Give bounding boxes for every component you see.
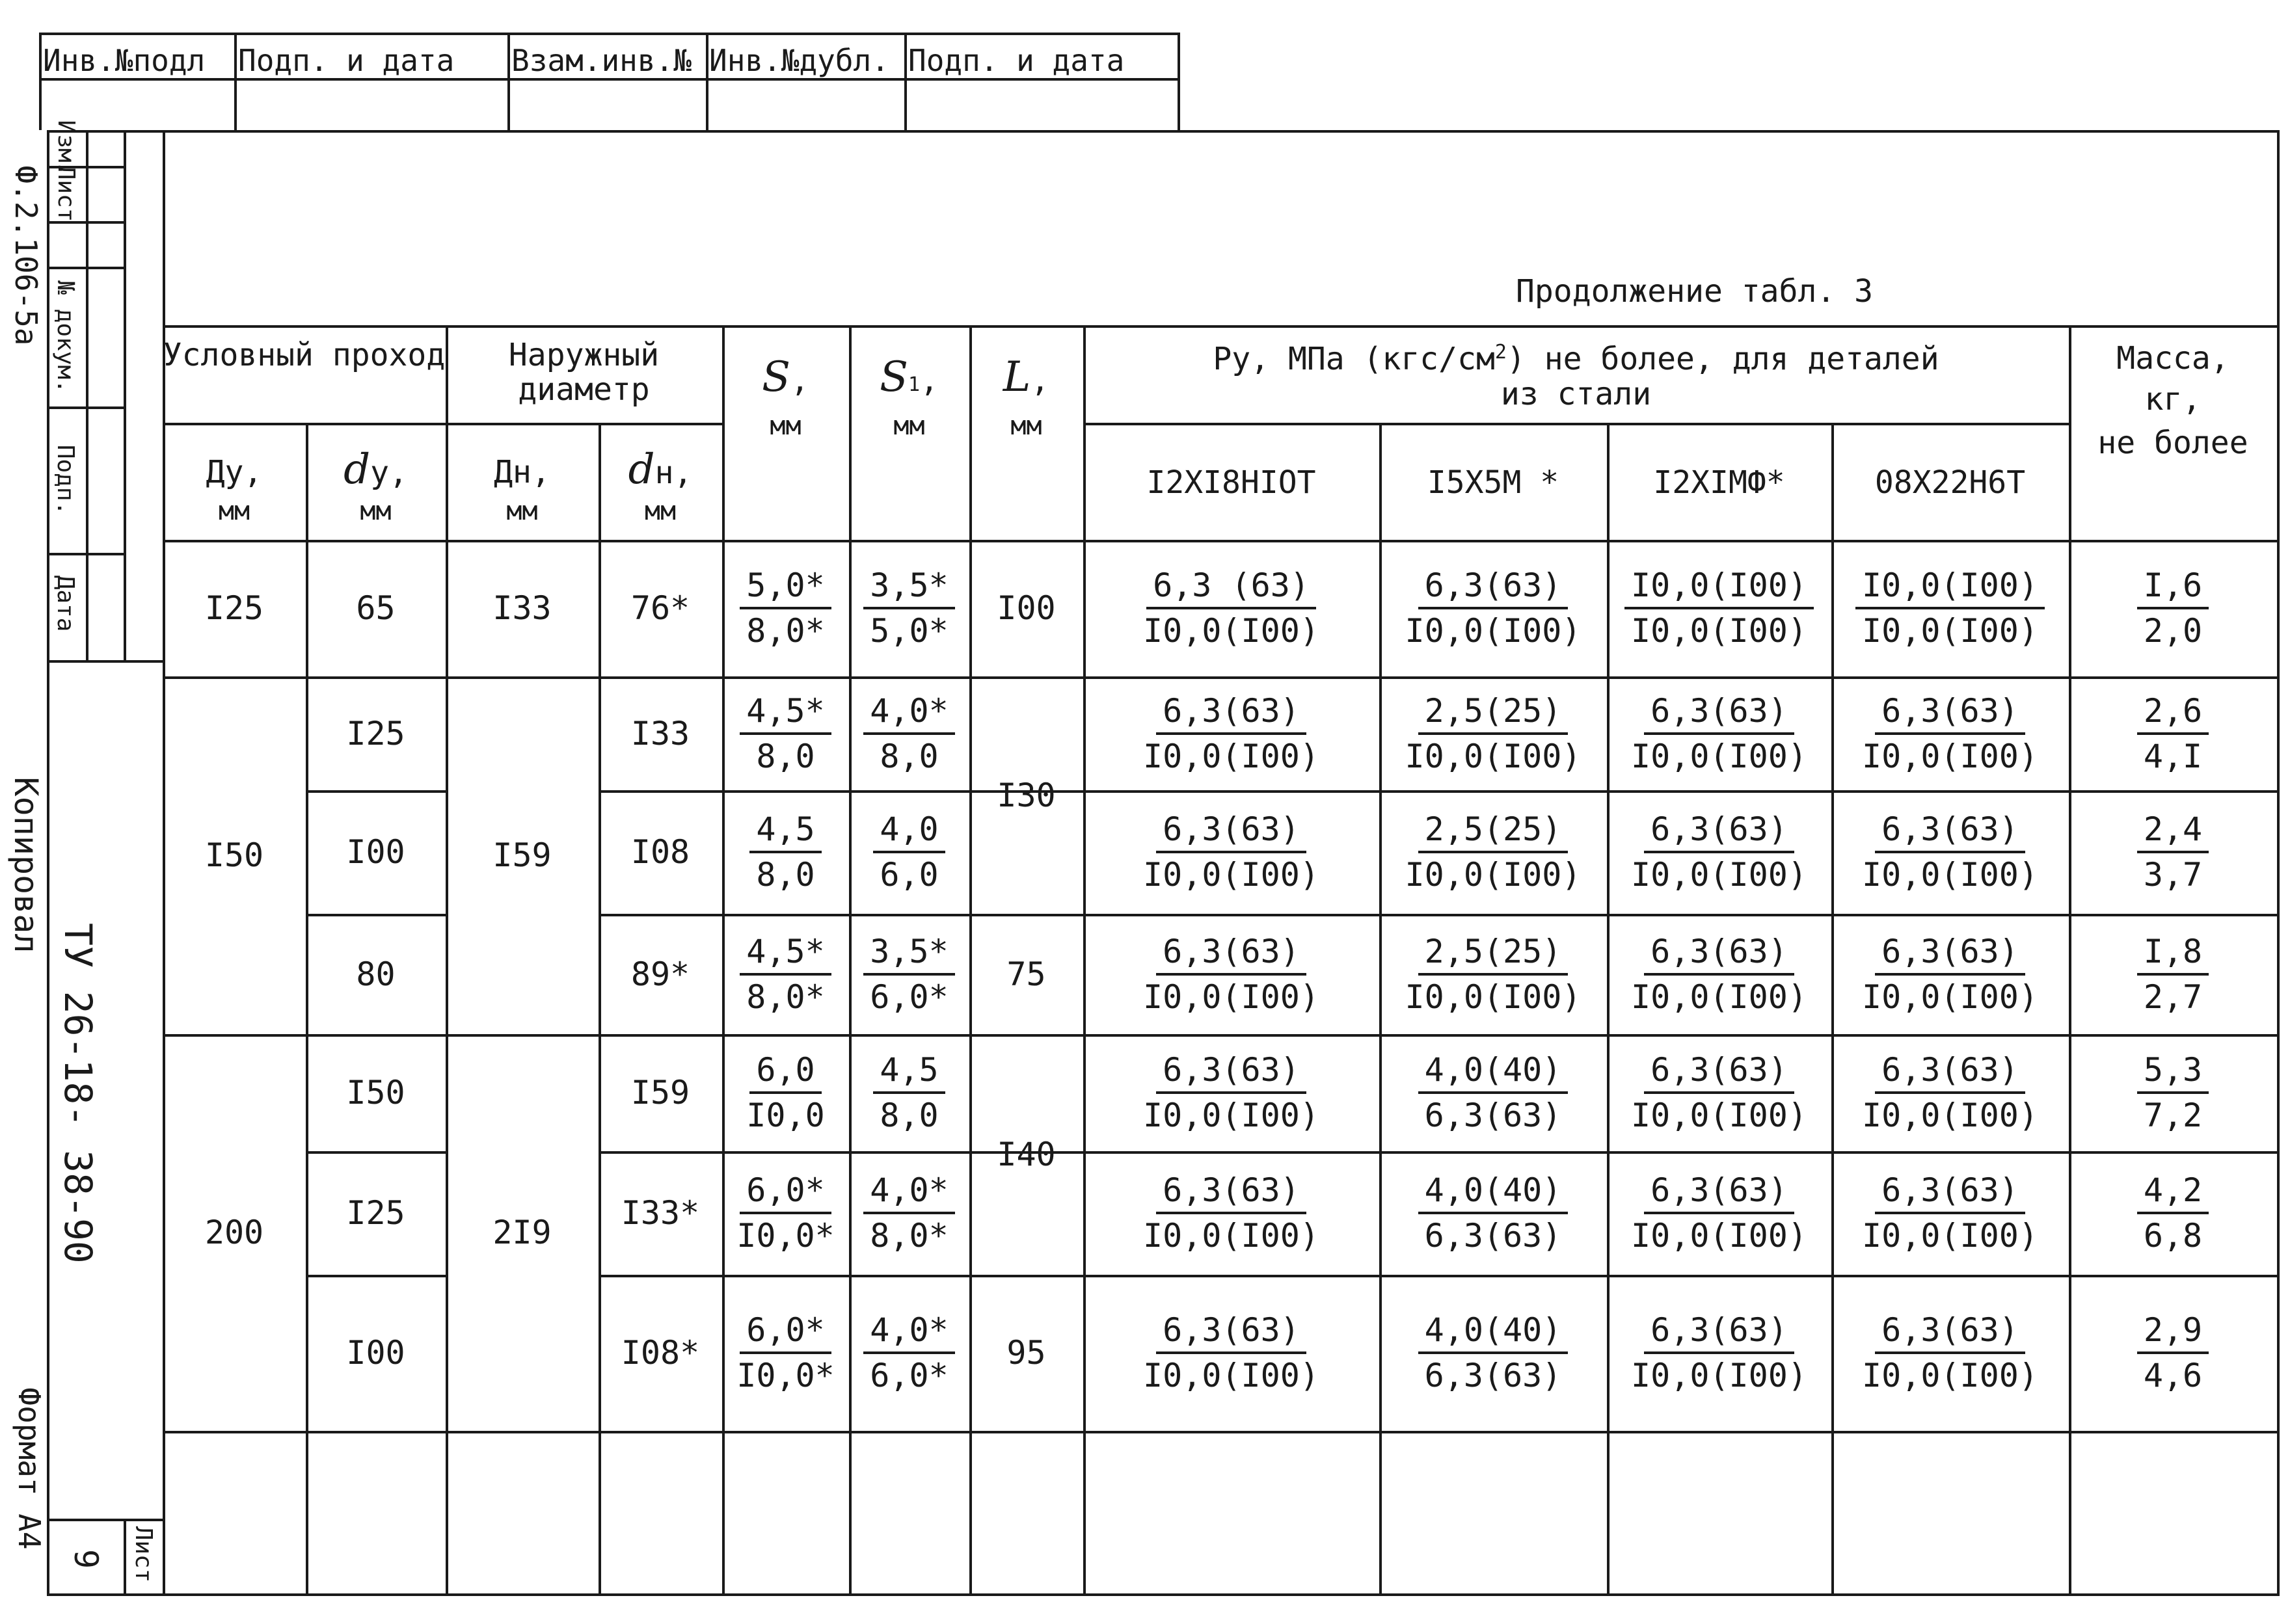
pressure-value-denominator: I0,0(I00) bbox=[1862, 612, 2038, 650]
pressure-value bbox=[1607, 566, 1831, 650]
header-s1 bbox=[849, 353, 969, 401]
header-du-unit: мм bbox=[218, 496, 250, 526]
mass-value-numerator: 2,9 bbox=[2137, 1314, 2209, 1354]
l-symbol: L bbox=[1003, 353, 1031, 401]
s-value-denominator: 8,0 bbox=[756, 856, 815, 894]
pressure-value-numerator: 6,3(63) bbox=[1156, 1054, 1306, 1094]
dy-subscript: у, bbox=[370, 455, 408, 491]
header-l bbox=[969, 353, 1083, 401]
header-s-unit: мм bbox=[770, 411, 801, 441]
pressure-value-numerator: 6,3(63) bbox=[1644, 935, 1794, 976]
pressure-value bbox=[1379, 566, 1607, 650]
dy-cell: I25 bbox=[346, 714, 405, 752]
pressure-value-numerator: 6,3(63) bbox=[1875, 1054, 2025, 1094]
pressure-value-numerator: 6,3(63) bbox=[1156, 935, 1306, 976]
pressure-value-numerator: 6,3(63) bbox=[1875, 935, 2025, 976]
mass-value bbox=[2069, 932, 2277, 1016]
dn2-cell: 89* bbox=[630, 955, 690, 993]
pressure-value bbox=[1831, 932, 2069, 1016]
rev-date-label: Дата bbox=[52, 575, 79, 632]
pressure-value-numerator: I0,0(I00) bbox=[1624, 569, 1814, 609]
header-outer-diameter: Наружный диаметр bbox=[508, 337, 660, 408]
du-cell: I50 bbox=[204, 836, 264, 874]
s-symbol: S bbox=[762, 353, 790, 401]
pressure-value-numerator: 6,3(63) bbox=[1644, 813, 1794, 853]
mass-value-denominator: 4,I bbox=[2143, 737, 2203, 775]
s1-value-denominator: 6,0* bbox=[870, 1357, 949, 1394]
pressure-value-numerator: 6,3(63) bbox=[1875, 1174, 2025, 1214]
stamp-sign-date-2: Подп. и дата bbox=[908, 43, 1125, 78]
mass-value bbox=[2069, 810, 2277, 894]
stamp-inv-original: Инв.№подл bbox=[43, 43, 206, 78]
steel-col-4: 08X22H6T bbox=[1874, 464, 2026, 501]
mass-value bbox=[2069, 1171, 2277, 1255]
header-l-unit: мм bbox=[1010, 411, 1042, 441]
rev-change-label: Изм. bbox=[53, 120, 79, 177]
l-cell: 95 bbox=[1006, 1334, 1046, 1372]
rev-sign-label: Подп. bbox=[52, 444, 79, 516]
header-dn: Дн, bbox=[494, 454, 550, 490]
pressure-value-denominator: I0,0(I00) bbox=[1862, 737, 2038, 775]
mass-value-numerator: I,8 bbox=[2137, 935, 2209, 976]
s1-value-denominator: 6,0* bbox=[870, 978, 949, 1016]
s-value bbox=[722, 1171, 849, 1255]
pressure-value-denominator: I0,0(I00) bbox=[1143, 856, 1319, 894]
pressure-value bbox=[1831, 810, 2069, 894]
mass-value-denominator: 6,8 bbox=[2143, 1217, 2203, 1255]
pressure-value-numerator: 6,3(63) bbox=[1156, 1314, 1306, 1354]
pressure-value-denominator: I0,0(I00) bbox=[1143, 1357, 1319, 1394]
s-value-numerator: 5,0* bbox=[740, 569, 831, 609]
s-value-denominator: 8,0* bbox=[746, 612, 825, 650]
s-value bbox=[722, 566, 849, 650]
s1-value bbox=[849, 810, 969, 894]
mass-value-numerator: I,6 bbox=[2137, 569, 2209, 609]
mass-value-denominator: 7,2 bbox=[2143, 1097, 2203, 1134]
header-pressure bbox=[1083, 341, 2069, 377]
s1-value bbox=[849, 566, 969, 650]
s1-value-numerator: 4,0 bbox=[873, 813, 945, 853]
pressure-value-denominator: I0,0(I00) bbox=[1862, 1097, 2038, 1134]
s-value bbox=[722, 810, 849, 894]
pressure-value-numerator: 6,3(63) bbox=[1644, 1174, 1794, 1214]
s-value bbox=[722, 1311, 849, 1394]
pressure-value bbox=[1379, 810, 1607, 894]
s-value-denominator: 8,0 bbox=[756, 737, 815, 775]
s-value-denominator: I0,0* bbox=[736, 1357, 835, 1394]
table-title: Продолжение табл. 3 bbox=[1516, 273, 1874, 310]
s1-value-denominator: 5,0* bbox=[870, 612, 949, 650]
s1-value-denominator: 8,0* bbox=[870, 1217, 949, 1255]
pressure-value bbox=[1607, 932, 1831, 1016]
header-s bbox=[722, 353, 849, 401]
l-cell: 75 bbox=[1006, 955, 1046, 993]
pressure-value bbox=[1607, 1171, 1831, 1255]
header-mass-c: не более bbox=[2097, 425, 2248, 461]
pressure-value-numerator: 2,5(25) bbox=[1418, 695, 1569, 735]
s1-symbol: S bbox=[880, 353, 908, 401]
s1-subscript: 1 bbox=[908, 373, 920, 396]
pressure-sup: 2 bbox=[1494, 341, 1507, 364]
pressure-line-a: Ру, МПа (кгс/см bbox=[1213, 341, 1495, 377]
pressure-value bbox=[1083, 1051, 1379, 1134]
dn2-cell: I33* bbox=[621, 1194, 700, 1232]
pressure-value-numerator: 4,0(40) bbox=[1418, 1314, 1569, 1354]
s-value bbox=[722, 691, 849, 775]
header-dy bbox=[306, 446, 446, 494]
pressure-value-denominator: I0,0(I00) bbox=[1143, 612, 1319, 650]
pressure-value-denominator: 6,3(63) bbox=[1424, 1097, 1562, 1134]
s-value-numerator: 6,0* bbox=[740, 1174, 831, 1214]
pressure-value bbox=[1607, 1051, 1831, 1134]
header-dn-unit: мм bbox=[506, 496, 538, 526]
du-cell: I25 bbox=[204, 589, 264, 627]
dn2-cell: I08 bbox=[630, 833, 690, 871]
pressure-value-denominator: I0,0(I00) bbox=[1405, 978, 1582, 1016]
s1-value-numerator: 3,5* bbox=[863, 935, 954, 976]
pressure-value-numerator: 6,3(63) bbox=[1644, 695, 1794, 735]
pressure-value-denominator: I0,0(I00) bbox=[1143, 1097, 1319, 1134]
pressure-line-b: ) не более, для деталей bbox=[1506, 341, 1939, 377]
stamp-replace-inv: Взам.инв.№ bbox=[511, 43, 692, 78]
dy-cell: 65 bbox=[356, 589, 396, 627]
s1-value bbox=[849, 1311, 969, 1394]
s1-value-numerator: 3,5* bbox=[863, 569, 954, 609]
pressure-value-numerator: 6,3(63) bbox=[1875, 813, 2025, 853]
pressure-value-denominator: I0,0(I00) bbox=[1862, 1357, 2038, 1394]
pressure-value-denominator: I0,0(I00) bbox=[1405, 856, 1582, 894]
copied-label: Копировал bbox=[7, 777, 45, 953]
mass-value bbox=[2069, 1051, 2277, 1134]
pressure-value-numerator: 6,3(63) bbox=[1644, 1054, 1794, 1094]
pressure-value-denominator: I0,0(I00) bbox=[1631, 1097, 1807, 1134]
mass-value-numerator: 4,2 bbox=[2137, 1174, 2209, 1214]
s-value-denominator: 8,0* bbox=[746, 978, 825, 1016]
mass-value-denominator: 4,6 bbox=[2143, 1357, 2203, 1394]
pressure-value bbox=[1607, 1311, 1831, 1394]
mass-value bbox=[2069, 1311, 2277, 1394]
pressure-value-numerator: I0,0(I00) bbox=[1855, 569, 2045, 609]
dy-cell: 80 bbox=[356, 955, 396, 993]
dn2-cell: I59 bbox=[630, 1074, 690, 1112]
mass-value-denominator: 2,7 bbox=[2143, 978, 2203, 1016]
pressure-value-numerator: 4,0(40) bbox=[1418, 1054, 1569, 1094]
dn2-cell: I08* bbox=[621, 1334, 700, 1372]
dn-cell: I59 bbox=[492, 836, 552, 874]
pressure-value bbox=[1607, 691, 1831, 775]
s1-value-denominator: 6,0 bbox=[880, 856, 939, 894]
pressure-value bbox=[1831, 691, 2069, 775]
pressure-value-numerator: 6,3(63) bbox=[1156, 695, 1306, 735]
l-cell: I00 bbox=[997, 589, 1056, 627]
mass-value-numerator: 5,3 bbox=[2137, 1054, 2209, 1094]
dn2-symbol: d bbox=[628, 446, 655, 494]
steel-col-3: I2XIMФ* bbox=[1653, 464, 1785, 501]
s1-value-numerator: 4,5 bbox=[873, 1054, 945, 1094]
stamp-sign-date: Подп. и дата bbox=[238, 43, 455, 78]
s-comma: , bbox=[790, 362, 809, 399]
pressure-value-denominator: I0,0(I00) bbox=[1405, 737, 1582, 775]
header-pressure-material: из стали bbox=[1500, 376, 1652, 412]
pressure-value-denominator: I0,0(I00) bbox=[1631, 737, 1807, 775]
doc-code: ТУ 26-18- 38-90 bbox=[56, 923, 100, 1264]
mass-value-denominator: 3,7 bbox=[2143, 856, 2203, 894]
pressure-value-denominator: I0,0(I00) bbox=[1143, 737, 1319, 775]
header-dy-unit: мм bbox=[360, 496, 392, 526]
header-du: Ду, bbox=[206, 454, 263, 490]
s-value-numerator: 4,5* bbox=[740, 935, 831, 976]
mass-value bbox=[2069, 691, 2277, 775]
pressure-value bbox=[1831, 1171, 2069, 1255]
s1-value-numerator: 4,0* bbox=[863, 1314, 954, 1354]
l-cell: I30 bbox=[997, 776, 1056, 814]
pressure-value bbox=[1607, 810, 1831, 894]
dn-cell: 2I9 bbox=[492, 1214, 552, 1251]
s-value-numerator: 4,5* bbox=[740, 695, 831, 735]
pressure-value-numerator: 6,3(63) bbox=[1156, 1174, 1306, 1214]
s1-value-numerator: 4,0* bbox=[863, 1174, 954, 1214]
dy-symbol: d bbox=[344, 446, 371, 494]
pressure-value bbox=[1831, 566, 2069, 650]
du-cell: 200 bbox=[204, 1214, 264, 1251]
l-cell: I40 bbox=[997, 1136, 1056, 1173]
pressure-value bbox=[1083, 566, 1379, 650]
l-comma: , bbox=[1030, 362, 1050, 399]
mass-value-numerator: 2,4 bbox=[2137, 813, 2209, 853]
s1-value-denominator: 8,0 bbox=[880, 1097, 939, 1134]
mass-value-numerator: 2,6 bbox=[2137, 695, 2209, 735]
s1-value bbox=[849, 932, 969, 1016]
pressure-value bbox=[1379, 691, 1607, 775]
pressure-value-numerator: 2,5(25) bbox=[1418, 935, 1569, 976]
pressure-value-numerator: 6,3(63) bbox=[1418, 569, 1569, 609]
pressure-value-denominator: 6,3(63) bbox=[1424, 1217, 1562, 1255]
format-label: Формат А4 bbox=[12, 1387, 47, 1550]
dy-cell: I00 bbox=[346, 833, 405, 871]
pressure-value-numerator: 6,3 (63) bbox=[1146, 569, 1316, 609]
pressure-value-denominator: I0,0(I00) bbox=[1143, 978, 1319, 1016]
dy-cell: I25 bbox=[346, 1194, 405, 1232]
header-mass-a: Масса, bbox=[2116, 340, 2229, 377]
s-value bbox=[722, 1051, 849, 1134]
mass-value-denominator: 2,0 bbox=[2143, 612, 2203, 650]
pressure-value-numerator: 2,5(25) bbox=[1418, 813, 1569, 853]
dn2-cell: I33 bbox=[630, 714, 690, 752]
pressure-value bbox=[1379, 1051, 1607, 1134]
pressure-value-denominator: I0,0(I00) bbox=[1631, 978, 1807, 1016]
s1-value-numerator: 4,0* bbox=[863, 695, 954, 735]
pressure-value bbox=[1379, 1311, 1607, 1394]
dn-cell: I33 bbox=[492, 589, 552, 627]
s1-value-denominator: 8,0 bbox=[880, 737, 939, 775]
rev-doc-label: № докум. bbox=[52, 280, 79, 393]
pressure-value bbox=[1083, 810, 1379, 894]
pressure-value-denominator: I0,0(I00) bbox=[1631, 612, 1807, 650]
pressure-value bbox=[1083, 932, 1379, 1016]
header-dn2-unit: мм bbox=[644, 496, 677, 526]
s-value bbox=[722, 932, 849, 1016]
s-value-numerator: 6,0* bbox=[740, 1314, 831, 1354]
pressure-value bbox=[1831, 1051, 2069, 1134]
header-mass-b: кг, bbox=[2144, 381, 2202, 418]
steel-col-1: I2XI8HIOT bbox=[1146, 464, 1316, 501]
pressure-value-numerator: 4,0(40) bbox=[1418, 1174, 1569, 1214]
dy-cell: I50 bbox=[346, 1074, 405, 1112]
form-code: Ф.2.106-5а bbox=[8, 165, 44, 346]
sheet-label: Лист bbox=[130, 1526, 157, 1583]
header-s1-unit: мм bbox=[893, 411, 925, 441]
s-value-denominator: I0,0* bbox=[736, 1217, 835, 1255]
sheet-number: 9 bbox=[67, 1549, 105, 1569]
pressure-value-denominator: I0,0(I00) bbox=[1862, 1217, 2038, 1255]
pressure-value-numerator: 6,3(63) bbox=[1875, 695, 2025, 735]
pressure-value bbox=[1831, 1311, 2069, 1394]
pressure-value-denominator: I0,0(I00) bbox=[1143, 1217, 1319, 1255]
s1-value bbox=[849, 691, 969, 775]
dn2-cell: 76* bbox=[630, 589, 690, 627]
rev-sheet-label: Лист bbox=[53, 165, 79, 222]
pressure-value-denominator: 6,3(63) bbox=[1424, 1357, 1562, 1394]
dn2-subscript: н, bbox=[654, 455, 693, 491]
s-value-denominator: I0,0 bbox=[746, 1097, 825, 1134]
pressure-value-denominator: I0,0(I00) bbox=[1405, 612, 1582, 650]
pressure-value-denominator: I0,0(I00) bbox=[1862, 856, 2038, 894]
pressure-value bbox=[1083, 1311, 1379, 1394]
pressure-value-numerator: 6,3(63) bbox=[1156, 813, 1306, 853]
s1-value bbox=[849, 1171, 969, 1255]
s-value-numerator: 6,0 bbox=[749, 1054, 821, 1094]
header-dn2 bbox=[599, 446, 722, 494]
pressure-value-denominator: I0,0(I00) bbox=[1631, 1217, 1807, 1255]
pressure-value bbox=[1083, 691, 1379, 775]
s1-value bbox=[849, 1051, 969, 1134]
pressure-value-numerator: 6,3(63) bbox=[1644, 1314, 1794, 1354]
pressure-value-denominator: I0,0(I00) bbox=[1631, 1357, 1807, 1394]
steel-col-2: I5X5M * bbox=[1427, 464, 1559, 501]
pressure-value-numerator: 6,3(63) bbox=[1875, 1314, 2025, 1354]
s-value-numerator: 4,5 bbox=[749, 813, 821, 853]
dy-cell: I00 bbox=[346, 1334, 405, 1372]
pressure-value bbox=[1379, 932, 1607, 1016]
s1-comma: , bbox=[920, 362, 939, 399]
pressure-value-denominator: I0,0(I00) bbox=[1862, 978, 2038, 1016]
stamp-inv-duplicate: Инв.№дубл. bbox=[709, 43, 889, 78]
pressure-value bbox=[1379, 1171, 1607, 1255]
pressure-value-denominator: I0,0(I00) bbox=[1631, 856, 1807, 894]
pressure-value bbox=[1083, 1171, 1379, 1255]
header-nominal-pass: Условный проход bbox=[163, 337, 446, 373]
mass-value bbox=[2069, 566, 2277, 650]
